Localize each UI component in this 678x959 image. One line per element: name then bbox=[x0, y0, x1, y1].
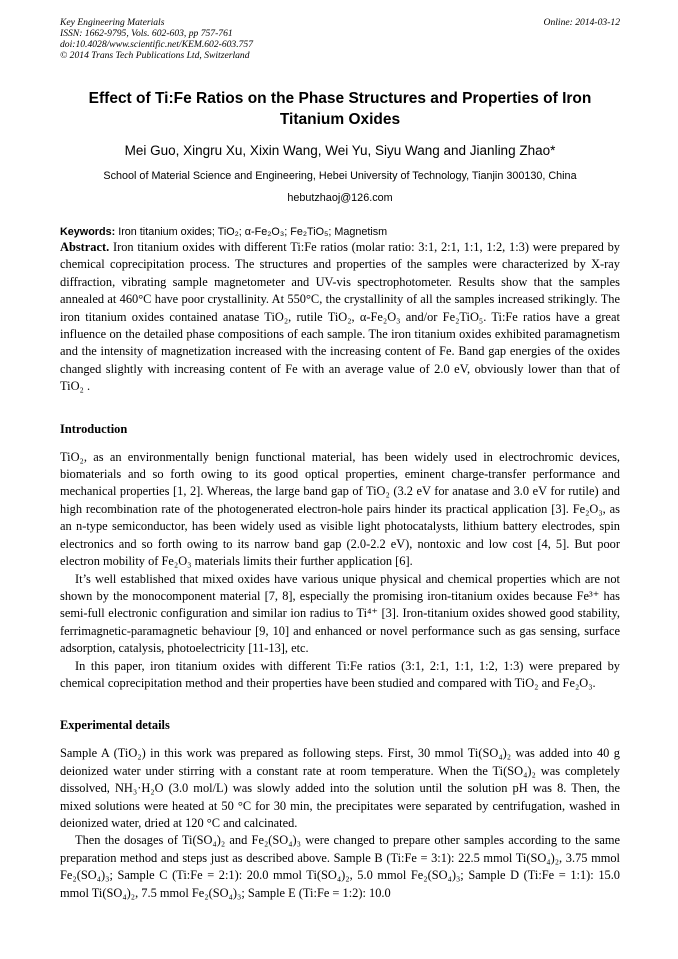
journal-issn: ISSN: 1662-9795, Vols. 602-603, pp 757-761 bbox=[60, 28, 233, 39]
section-heading-introduction: Introduction bbox=[60, 421, 128, 436]
paragraph: In this paper, iron titanium oxides with different Ti:Fe ratios (3:1, 2:1, 1:1, 1:2, 1:3) were prepared by chemical coprecipitation method and their properties have been studied and compared with TiO₂ and Fe₂O₃. bbox=[60, 658, 620, 690]
abstract-paragraph bbox=[60, 239, 620, 396]
paragraph: It’s well established that mixed oxides have various unique physical and chemical properties which are not shown by the monocomponent material [7, 8], especially the promising iron-titanium oxides because Fe³⁺ has semi-full electronic configuration and similar ion radius to Ti⁴⁺ [3]. Iron-titanium oxides showed good stability, ferrimagnetic-paramagnetic behaviour [9, 10] and enhanced or novel performance such as gas sensing, surface adsorption, catalysis, photoelectricity [11-13], etc. bbox=[60, 571, 620, 656]
journal-copyright: © 2014 Trans Tech Publications Ltd, Switzerland bbox=[60, 50, 250, 61]
abstract-text: Iron titanium oxides with different Ti:Fe ratios (molar ratio: 3:1, 2:1, 1:1, 1:2, 1:3) were prepared by chemical coprecipitation process. The structures and properties of the samples were characterized by X-ray diffraction, vibrating sample magnetometer and UV-vis spectrophotometer. Results show that the samples annealed at 460°C have poor crystallinity. At 550°C, the crystallinity of all the samples increased strikingly. The iron titanium oxides contained anatase TiO₂, rutile TiO₂, α-Fe₂O₃ and/or Fe₂TiO₅. Ti:Fe ratios have a great influence on the detailed phase compositions of each sample. The iron titanium oxides exhibited paramagnetism and the intensity of magnetization increased with the increasing content of Fe. Band gap energies of the oxides changed slightly with increasing content of Fe with an average value of 2.0 eV, obviously lower than that of TiO₂ . bbox=[60, 240, 620, 394]
paragraph: TiO₂, as an environmentally benign functional material, has been widely used in electrochromic devices, biomaterials and so forth owing to its good optical properties, eminent charge-transfer performance and mechanical properties [1, 2]. Whereas, the large band gap of TiO₂ (3.2 eV for anatase and 3.0 eV for rutile) and high recombination rate of the photogenerated electron-hole pairs hinder its practical application [3]. Fe₂O₃, as an n-type semiconductor, has been widely used as visible light photocatalysts, lithium battery electrodes, spin electronics and so forth owing to its narrow band gap (2.0-2.2 eV), nontoxic and low cost [4, 5]. But poor electron mobility of Fe₂O₃ materials limits their further application [6]. bbox=[60, 449, 620, 569]
article-body bbox=[60, 239, 620, 902]
authors-line: Mei Guo, Xingru Xu, Xixin Wang, Wei Yu, Siyu Wang and Jianling Zhao* bbox=[124, 143, 556, 158]
paragraph: Then the dosages of Ti(SO₄)₂ and Fe₂(SO₄)₃ were changed to prepare other samples according to the same preparation method and steps just as described above. Sample B (Ti:Fe = 3:1): 22.5 mmol Ti(SO₄)₂, 3.75 mmol Fe₂(SO₄)₃; Sample C (Ti:Fe = 2:1): 20.0 mmol Ti(SO₄)₂, 5.0 mmol Fe₂(SO₄)₃; Sample D (Ti:Fe = 1:1): 15.0 mmol Ti(SO₄)₂, 7.5 mmol Fe₂(SO₄)₃; Sample E (Ti:Fe = 1:2): 10.0 bbox=[60, 833, 620, 900]
email-text: hebutzhaoj@126.com bbox=[287, 192, 393, 204]
affiliation-line: School of Material Science and Engineering, Hebei University of Technology, Tianjin 300130, China bbox=[103, 170, 577, 182]
abstract-label: Abstract. bbox=[60, 240, 110, 254]
keywords-label: Keywords: bbox=[60, 226, 116, 238]
journal-doi: doi:10.4028/www.scientific.net/KEM.602-603.757 bbox=[60, 39, 254, 50]
keywords-text: Iron titanium oxides; TiO₂; α-Fe₂O₃; Fe₂TiO₅; Magnetism bbox=[115, 226, 388, 238]
page-title: Effect of Ti:Fe Ratios on the Phase Structures and Properties of Iron Titanium Oxides bbox=[88, 90, 592, 128]
journal-name: Key Engineering Materials bbox=[60, 17, 165, 28]
journal-header bbox=[60, 17, 620, 61]
paragraph: Sample A (TiO₂) in this work was prepared as following steps. First, 30 mmol Ti(SO₄)₂ was added into 40 g deionized water under stirring with a constant rate at room temperature. When the Ti(SO₄)₂ was completely dissolved, NH₃·H₂O (3.0 mol/L) was slowly added into the solution until the solution pH was 8. Then, the mixed solutions were heated at 50 °C for 30 min, the precipitates were separated by centrifugation, washed in deionized water, dried at 120 °C and calcinated. bbox=[60, 746, 620, 830]
online-date: Online: 2014-03-12 bbox=[543, 17, 620, 28]
journal-header-left bbox=[60, 17, 253, 61]
section-heading-experimental: Experimental details bbox=[60, 718, 170, 733]
keywords-line bbox=[60, 225, 620, 239]
